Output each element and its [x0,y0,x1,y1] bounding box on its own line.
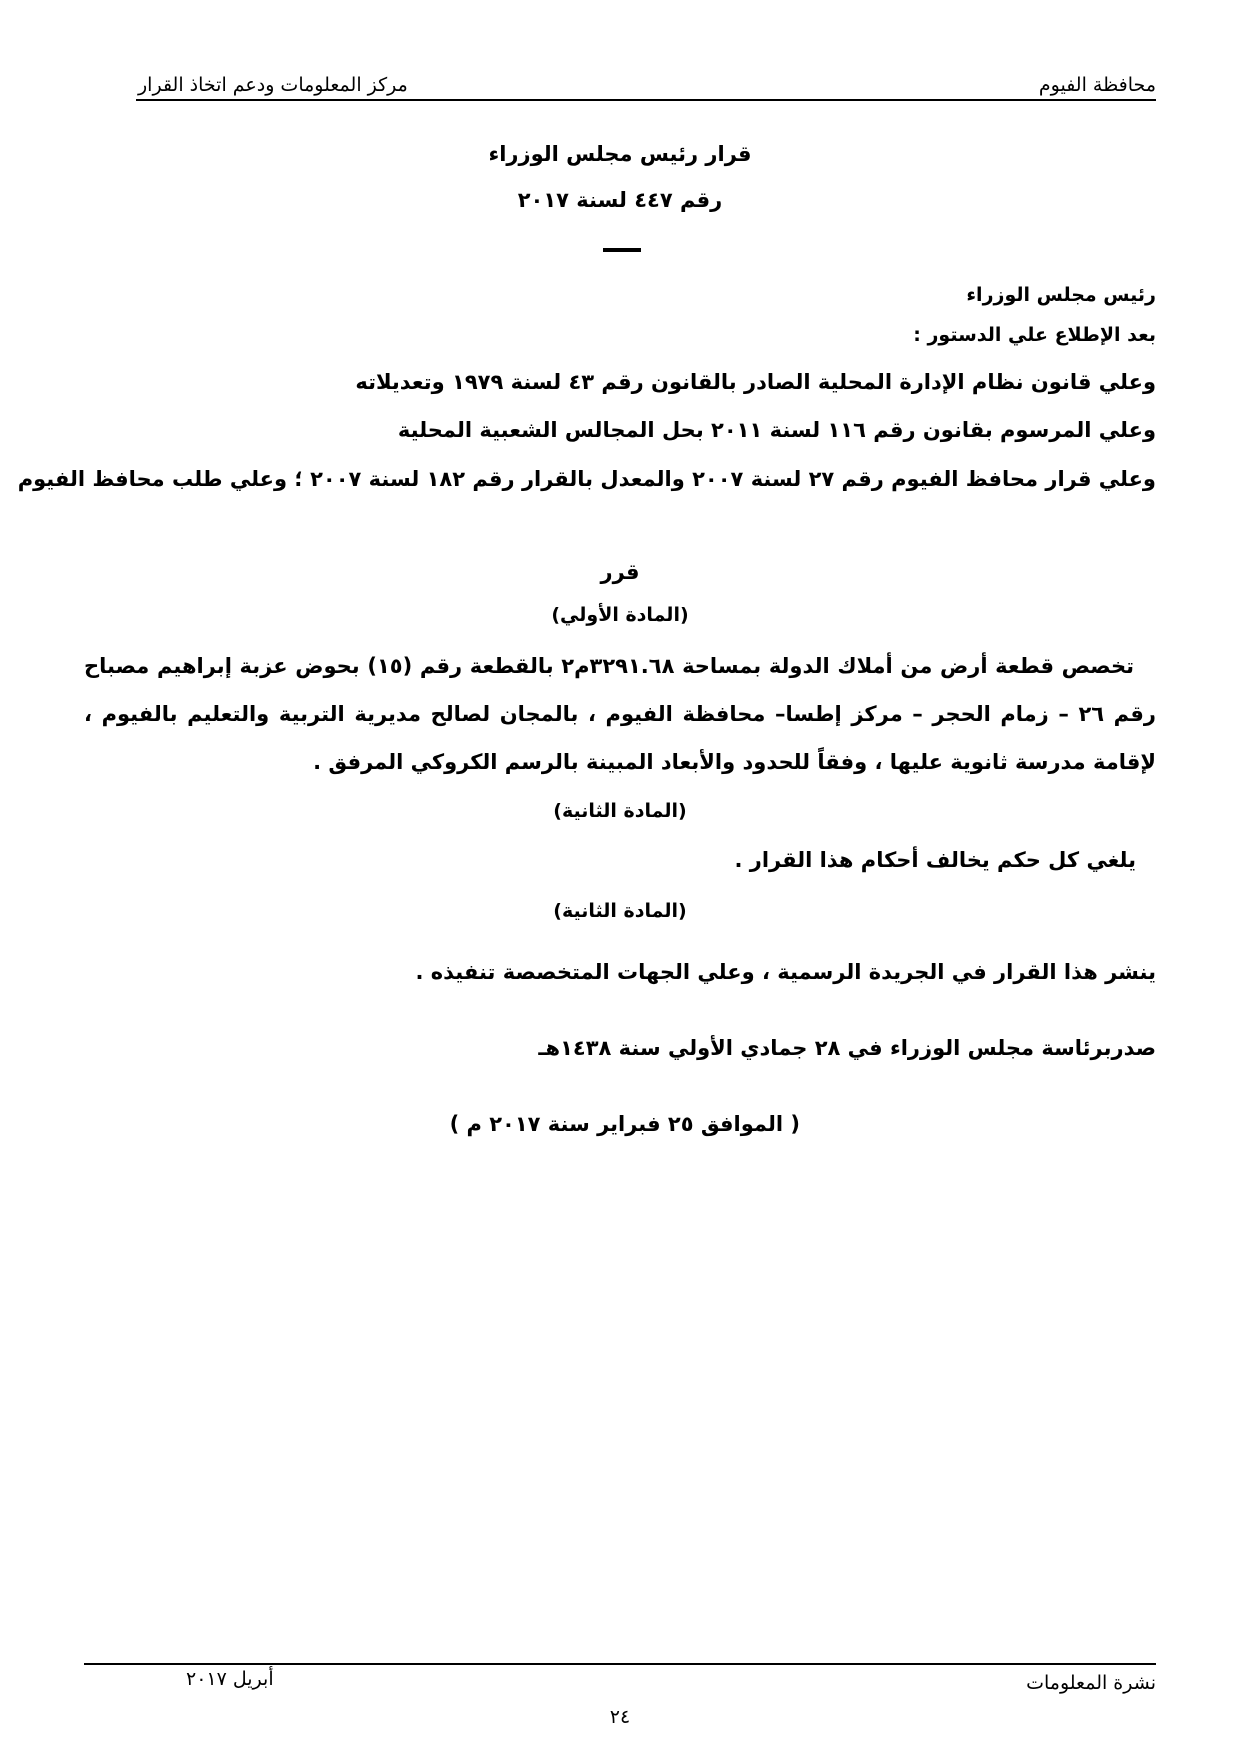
decree-number: رقم ٤٤٧ لسنة ٢٠١٧ [517,188,723,212]
article-3-text: ينشر هذا القرار في الجريدة الرسمية ، وعلي الجهات المتخصصة تنفيذه . [415,960,1156,984]
header-divider [136,99,1156,101]
page-number: ٢٤ [609,1706,631,1728]
footer-bulletin-name: نشرة المعلومات [1026,1672,1156,1694]
preamble-whereas-2: وعلي المرسوم بقانون رقم ١١٦ لسنة ٢٠١١ بحل المجالس الشعبية المحلية [397,418,1156,442]
preamble-constitution: بعد الإطلاع علي الدستور : [913,324,1156,346]
article-2-text: يلغي كل حكم يخالف أحكام هذا القرار . [734,848,1136,872]
article-3-title: (المادة الثانية) [553,900,687,922]
footer-issue-date: أبريل ٢٠١٧ [186,1668,274,1690]
header-governorate: محافظة الفيوم [1038,74,1156,96]
issued-date-gregorian: ( الموافق ٢٥ فبراير سنة ٢٠١٧ م ) [449,1112,800,1136]
footer-divider [84,1663,1156,1665]
preamble-whereas-1: وعلي قانون نظام الإدارة المحلية الصادر بالقانون رقم ٤٣ لسنة ١٩٧٩ وتعديلاته [355,370,1156,394]
article-2-title: (المادة الثانية) [553,800,687,822]
preamble-president: رئيس مجلس الوزراء [966,284,1156,306]
issued-date-hijri: صدربرئاسة مجلس الوزراء في ٢٨ جمادي الأولي سنة ١٤٣٨هـ [538,1036,1156,1060]
decision-heading: قرر [600,560,640,584]
header-center-name: مركز المعلومات ودعم اتخاذ القرار [138,74,408,96]
preamble-whereas-3: وعلي قرار محافظ الفيوم رقم ٢٧ لسنة ٢٠٠٧ والمعدل بالقرار رقم ١٨٢ لسنة ٢٠٠٧ ؛ وعلي طلب محافظ الفيوم [17,467,1156,491]
article-1-title: (المادة الأولي) [551,604,689,626]
title-dash-divider [603,248,641,252]
decree-title: قرار رئيس مجلس الوزراء [488,142,752,166]
article-1-text: تخصص قطعة أرض من أملاك الدولة بمساحة ٣٢٩١.٦٨م٢ بالقطعة رقم (١٥) بحوض عزبة إبراهيم مصباح رقم ٢٦ – زمام الحجر – مركز إطسا– محافظة الفيوم ، بالمجان لصالح مديرية التربية والتعليم بالفيوم ، لإقامة مدرسة ثانوية عليها ، وفقاً للحدود والأبعاد المبينة بالرسم الكروكي المرفق . [84,654,1156,774]
